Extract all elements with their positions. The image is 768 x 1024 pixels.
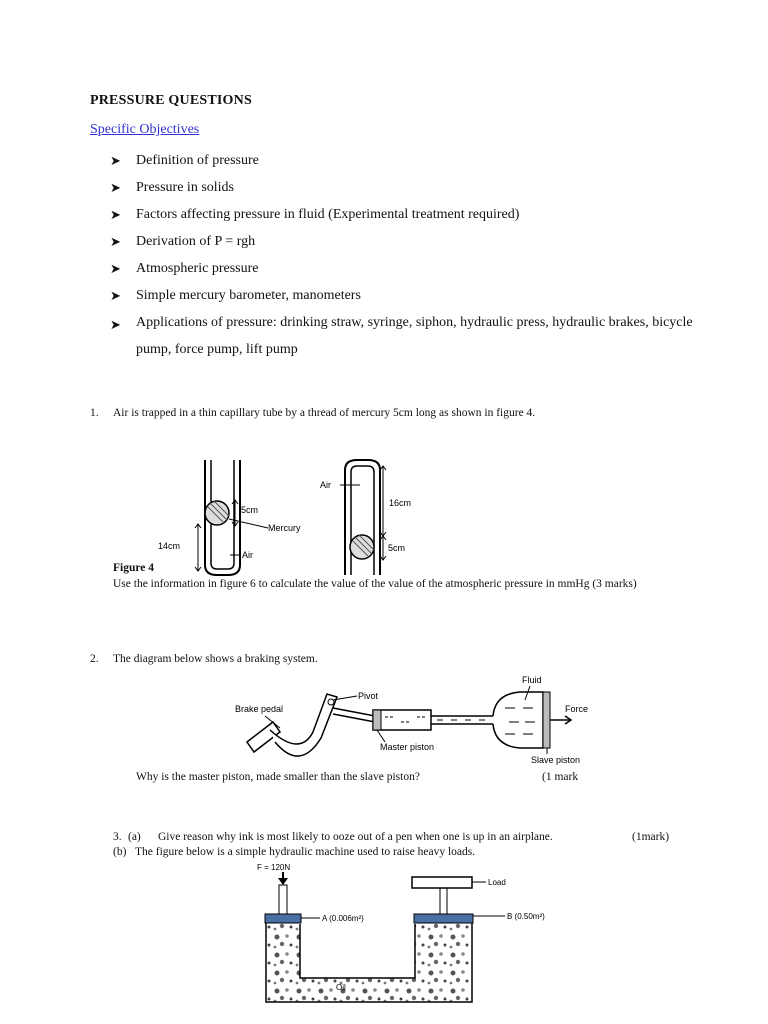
label-fluid: Fluid bbox=[522, 675, 542, 685]
load-block bbox=[412, 877, 472, 888]
master-piston-leader bbox=[377, 730, 385, 742]
arrow-bullet-icon: ➤ bbox=[110, 153, 121, 168]
page-title: PRESSURE QUESTIONS bbox=[90, 93, 252, 108]
q2-question: Why is the master piston, made smaller than the slave piston? bbox=[136, 771, 420, 783]
label-pivot: Pivot bbox=[358, 691, 379, 701]
piston-b bbox=[414, 914, 473, 923]
label-mercury: Mercury bbox=[268, 523, 301, 533]
list-item: ➤ Simple mercury barometer, manometers bbox=[110, 285, 706, 312]
q1-instruction: Use the information in figure 6 to calculate the value of the value of the atmospheric pressure in mmHg (3 marks) bbox=[113, 578, 637, 590]
label-5cm-left: 5cm bbox=[241, 505, 259, 515]
slave-piston bbox=[543, 692, 550, 748]
q3a-marks: (1mark) bbox=[632, 831, 670, 843]
master-piston bbox=[373, 710, 381, 730]
list-item: ➤ Pressure in solids bbox=[110, 177, 706, 204]
arrow-bullet-icon: ➤ bbox=[110, 261, 121, 276]
objectives-list bbox=[110, 150, 706, 363]
label-slave-piston: Slave piston bbox=[531, 755, 581, 765]
arrow-bullet-icon: ➤ bbox=[110, 234, 121, 249]
q1-number: 1. bbox=[90, 407, 99, 419]
list-item: ➤ Atmospheric pressure bbox=[110, 258, 706, 285]
list-item: ➤ Definition of pressure bbox=[110, 150, 706, 177]
slave-cylinder bbox=[493, 692, 543, 748]
arrow-bullet-icon: ➤ bbox=[110, 317, 121, 332]
label-air-left: Air bbox=[242, 550, 253, 560]
hydraulic-machine-diagram bbox=[250, 860, 570, 1010]
arrow-bullet-icon: ➤ bbox=[110, 180, 121, 195]
q2-number: 2. bbox=[90, 653, 99, 665]
label-brake-pedal: Brake pedal bbox=[235, 704, 284, 714]
label-force-120n: F = 120N bbox=[257, 863, 291, 872]
braking-system-diagram bbox=[225, 672, 610, 772]
label-14cm: 14cm bbox=[158, 541, 181, 551]
label-piston-a: A (0.006m²) bbox=[322, 914, 364, 923]
label-master-piston: Master piston bbox=[380, 742, 435, 752]
master-cylinder bbox=[373, 710, 431, 730]
q2-text: The diagram below shows a braking system. bbox=[113, 653, 318, 665]
arrow-bullet-icon: ➤ bbox=[110, 207, 121, 222]
q3b-text: The figure below is a simple hydraulic machine used to raise heavy loads. bbox=[135, 846, 476, 858]
figure-4-caption: Figure 4 bbox=[113, 562, 154, 574]
label-piston-b: B (0.50m²) bbox=[507, 912, 545, 921]
force-arrow-head bbox=[278, 878, 288, 885]
q1-text: Air is trapped in a thin capillary tube by a thread of mercury 5cm long as shown in figure 4. bbox=[113, 407, 536, 419]
label-air-right: Air bbox=[320, 480, 331, 490]
list-item: ➤ Applications of pressure: drinking straw, syringe, siphon, hydraulic press, hydraulic brakes, bicycle pump, force pump, lift pump bbox=[110, 309, 706, 363]
q3b-label: (b) bbox=[113, 846, 127, 858]
piston-a bbox=[265, 914, 301, 923]
label-load: Load bbox=[488, 878, 506, 887]
objectives-heading[interactable]: Specific Objectives bbox=[90, 122, 200, 137]
label-5cm-right: 5cm bbox=[388, 543, 406, 553]
list-item: ➤ Derivation of P = rgh bbox=[110, 231, 706, 258]
q3a-text: Give reason why ink is most likely to ooze out of a pen when one is up in an airplane. bbox=[158, 831, 553, 843]
label-force: Force bbox=[565, 704, 589, 714]
figure-4-capillary-tubes bbox=[150, 455, 430, 580]
arrow-bullet-icon: ➤ bbox=[110, 288, 121, 303]
piston-b-rod bbox=[440, 888, 447, 914]
q3-number: 3. bbox=[113, 831, 122, 843]
container-divider bbox=[300, 922, 415, 978]
label-oil: Oil bbox=[336, 983, 346, 992]
q3a-label: (a) bbox=[128, 831, 141, 843]
q2-marks: (1 mark bbox=[542, 771, 579, 783]
piston-a-rod bbox=[279, 885, 287, 915]
label-16cm: 16cm bbox=[389, 498, 412, 508]
list-item: ➤ Factors affecting pressure in fluid (Experimental treatment required) bbox=[110, 204, 706, 231]
